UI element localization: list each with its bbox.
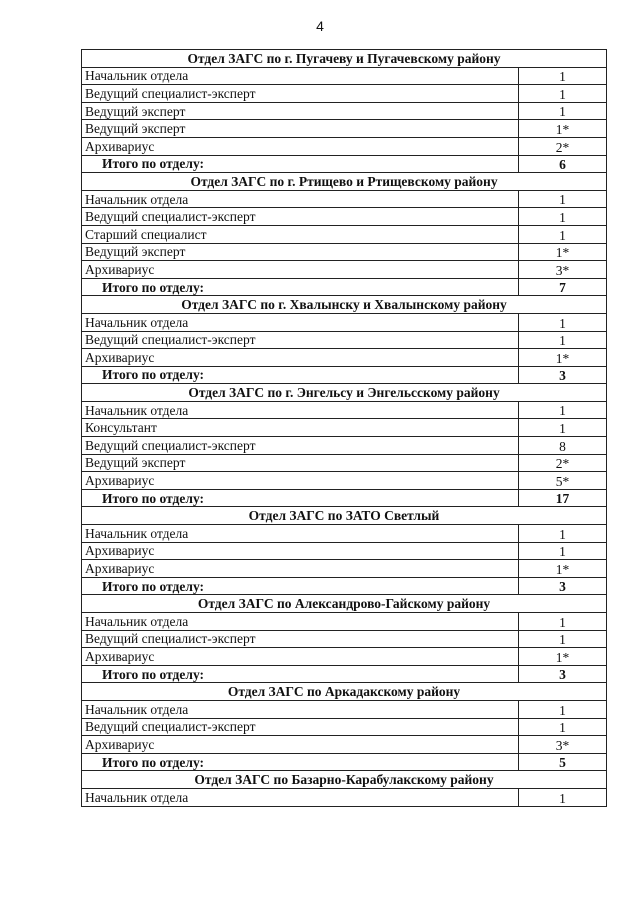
- table-row: [82, 472, 607, 490]
- position-name: Архивариус: [82, 560, 519, 578]
- position-count: 3*: [519, 261, 607, 279]
- section-title: Отдел ЗАГС по Александрово-Гайскому району: [82, 595, 607, 613]
- section-title: Отдел ЗАГС по г. Хвалынску и Хвалынскому району: [82, 296, 607, 314]
- table-row: [82, 630, 607, 648]
- table-row: [82, 120, 607, 138]
- total-value: 6: [519, 155, 607, 173]
- total-label: Итого по отделу:: [82, 155, 519, 173]
- position-count: 5*: [519, 472, 607, 490]
- total-label: Итого по отделу:: [82, 577, 519, 595]
- total-value: 5: [519, 753, 607, 771]
- position-count: 1: [519, 225, 607, 243]
- position-name: Архивариус: [82, 736, 519, 754]
- total-label: Итого по отделу:: [82, 665, 519, 683]
- position-count: 1*: [519, 560, 607, 578]
- section-header-row: [82, 50, 607, 68]
- staffing-table: [81, 49, 607, 807]
- table-row: [82, 542, 607, 560]
- total-row: [82, 753, 607, 771]
- position-count: 2*: [519, 454, 607, 472]
- position-name: Начальник отдела: [82, 313, 519, 331]
- table-row: [82, 525, 607, 543]
- position-name: Архивариус: [82, 137, 519, 155]
- position-count: 1: [519, 102, 607, 120]
- position-count: 1: [519, 67, 607, 85]
- total-value: 3: [519, 665, 607, 683]
- total-value: 3: [519, 577, 607, 595]
- table-row: [82, 401, 607, 419]
- position-count: 1: [519, 525, 607, 543]
- table-row: [82, 208, 607, 226]
- position-name: Ведущий специалист-эксперт: [82, 85, 519, 103]
- position-count: 1*: [519, 120, 607, 138]
- section-header-row: [82, 507, 607, 525]
- position-name: Начальник отдела: [82, 525, 519, 543]
- position-count: 1: [519, 613, 607, 631]
- section-title: Отдел ЗАГС по г. Ртищево и Ртищевскому району: [82, 173, 607, 191]
- table-row: [82, 718, 607, 736]
- position-name: Начальник отдела: [82, 613, 519, 631]
- table-row: [82, 736, 607, 754]
- position-name: Ведущий эксперт: [82, 102, 519, 120]
- table-row: [82, 454, 607, 472]
- position-name: Ведущий специалист-эксперт: [82, 437, 519, 455]
- section-title: Отдел ЗАГС по Аркадакскому району: [82, 683, 607, 701]
- position-name: Начальник отдела: [82, 700, 519, 718]
- table-row: [82, 190, 607, 208]
- position-count: 1*: [519, 243, 607, 261]
- section-header-row: [82, 595, 607, 613]
- position-name: Начальник отдела: [82, 67, 519, 85]
- position-name: Начальник отдела: [82, 788, 519, 806]
- position-count: 1: [519, 700, 607, 718]
- section-header-row: [82, 683, 607, 701]
- table-row: [82, 700, 607, 718]
- table-row: [82, 788, 607, 806]
- position-count: 3*: [519, 736, 607, 754]
- section-header-row: [82, 771, 607, 789]
- position-count: 1: [519, 190, 607, 208]
- position-count: 1: [519, 331, 607, 349]
- table-row: [82, 560, 607, 578]
- position-name: Архивариус: [82, 542, 519, 560]
- staffing-table-body: [82, 50, 607, 807]
- position-name: Архивариус: [82, 648, 519, 666]
- total-row: [82, 489, 607, 507]
- section-title: Отдел ЗАГС по ЗАТО Светлый: [82, 507, 607, 525]
- section-header-row: [82, 384, 607, 402]
- position-count: 8: [519, 437, 607, 455]
- position-name: Архивариус: [82, 261, 519, 279]
- section-title: Отдел ЗАГС по г. Энгельсу и Энгельсскому району: [82, 384, 607, 402]
- table-row: [82, 225, 607, 243]
- position-count: 1: [519, 401, 607, 419]
- position-count: 1: [519, 85, 607, 103]
- position-name: Начальник отдела: [82, 401, 519, 419]
- position-name: Архивариус: [82, 349, 519, 367]
- position-name: Ведущий специалист-эксперт: [82, 718, 519, 736]
- position-count: 1: [519, 419, 607, 437]
- position-name: Ведущий эксперт: [82, 120, 519, 138]
- table-row: [82, 419, 607, 437]
- position-name: Начальник отдела: [82, 190, 519, 208]
- table-row: [82, 102, 607, 120]
- table-row: [82, 437, 607, 455]
- total-row: [82, 155, 607, 173]
- position-name: Ведущий эксперт: [82, 243, 519, 261]
- total-label: Итого по отделу:: [82, 753, 519, 771]
- position-count: 1: [519, 788, 607, 806]
- total-value: 7: [519, 278, 607, 296]
- position-count: 1: [519, 630, 607, 648]
- table-row: [82, 313, 607, 331]
- total-row: [82, 577, 607, 595]
- position-name: Архивариус: [82, 472, 519, 490]
- position-count: 1: [519, 542, 607, 560]
- table-row: [82, 613, 607, 631]
- section-title: Отдел ЗАГС по Базарно-Карабулакскому району: [82, 771, 607, 789]
- total-value: 17: [519, 489, 607, 507]
- total-label: Итого по отделу:: [82, 366, 519, 384]
- table-row: [82, 648, 607, 666]
- position-name: Ведущий специалист-эксперт: [82, 208, 519, 226]
- table-row: [82, 243, 607, 261]
- position-name: Ведущий эксперт: [82, 454, 519, 472]
- total-label: Итого по отделу:: [82, 278, 519, 296]
- position-name: Ведущий специалист-эксперт: [82, 331, 519, 349]
- total-row: [82, 366, 607, 384]
- total-value: 3: [519, 366, 607, 384]
- total-row: [82, 665, 607, 683]
- table-row: [82, 137, 607, 155]
- table-row: [82, 261, 607, 279]
- total-row: [82, 278, 607, 296]
- page-number: 4: [316, 18, 324, 34]
- position-count: 1*: [519, 349, 607, 367]
- position-name: Ведущий специалист-эксперт: [82, 630, 519, 648]
- position-count: 1: [519, 208, 607, 226]
- table-row: [82, 349, 607, 367]
- section-title: Отдел ЗАГС по г. Пугачеву и Пугачевскому району: [82, 50, 607, 68]
- position-count: 1: [519, 718, 607, 736]
- section-header-row: [82, 296, 607, 314]
- position-count: 2*: [519, 137, 607, 155]
- table-row: [82, 331, 607, 349]
- position-count: 1: [519, 313, 607, 331]
- table-row: [82, 85, 607, 103]
- section-header-row: [82, 173, 607, 191]
- position-count: 1*: [519, 648, 607, 666]
- table-row: [82, 67, 607, 85]
- position-name: Старший специалист: [82, 225, 519, 243]
- position-name: Консультант: [82, 419, 519, 437]
- total-label: Итого по отделу:: [82, 489, 519, 507]
